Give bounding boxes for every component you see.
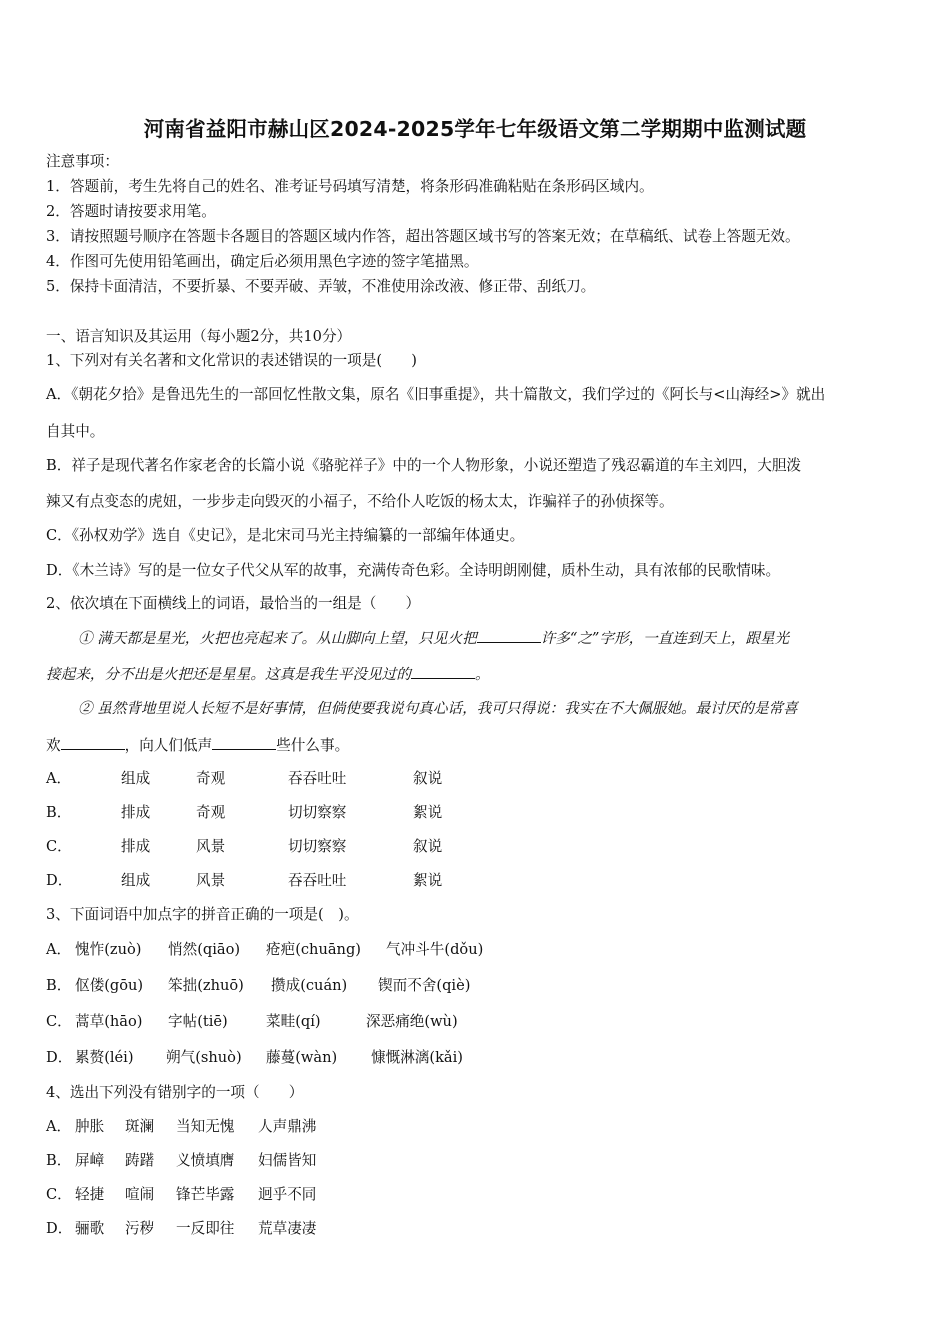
option-label: D．: [46, 872, 73, 889]
option-word: 累赘(léi): [75, 1049, 134, 1066]
option-word: 轻捷: [75, 1186, 105, 1203]
q2-passage-1-text: ① 满天都是星光，火把也亮起来了。从山脚向上望，只见火把: [78, 630, 477, 647]
option-word: 斑澜: [125, 1118, 155, 1135]
option-word: 慷慨淋漓(kǎi): [371, 1049, 463, 1066]
option-word: 悄然(qiāo): [168, 941, 241, 958]
option-word: 蒿草(hāo): [75, 1013, 143, 1030]
option-word: 疮疤(chuāng): [266, 941, 361, 958]
q1-option-a-cont: 自其中。: [46, 423, 105, 440]
q2-passage-1: [78, 628, 789, 649]
option-word: 当知无愧: [176, 1118, 235, 1135]
option-word: 排成: [121, 838, 151, 855]
option-label: A．: [46, 941, 72, 958]
question-1-stem: 1、下列对有关名著和文化常识的表述错误的一项是( ): [46, 352, 417, 369]
option-word: 笨拙(zhuō): [168, 977, 244, 994]
option-word: 字帖(tiē): [168, 1013, 228, 1030]
option-word: 一反即往: [176, 1220, 235, 1237]
q2-passage-2-text: 些什么事。: [276, 737, 350, 754]
option-label: B．: [46, 1152, 72, 1169]
option-word: 藤蔓(wàn): [266, 1049, 338, 1066]
q2-passage-1-cont: [46, 664, 489, 685]
q3-option-c: [46, 1012, 904, 1032]
question-2-stem: 2、依次填在下面横线上的词语，最恰当的一组是（ ）: [46, 595, 421, 612]
option-word: 屏嶂: [75, 1152, 105, 1169]
notice-item: 1．答题前，考生先将自己的姓名、准考证号码填写清楚，将条形码准确粘贴在条形码区域内。: [46, 178, 654, 195]
option-word: 荒草凄凄: [258, 1220, 317, 1237]
option-word: 吞吞吐吐: [288, 872, 347, 889]
fill-blank: [61, 735, 125, 750]
option-word: 污秽: [125, 1220, 155, 1237]
q4-option-a: [46, 1117, 904, 1137]
option-label: C．: [46, 838, 72, 855]
option-word: 喧闹: [125, 1186, 155, 1203]
q2-option-c: [46, 837, 904, 857]
q1-option-d: D．《木兰诗》写的是一位女子代父从军的故事，充满传奇色彩。全诗明朗刚健，质朴生动，具有浓郁的民歌情味。: [46, 562, 781, 579]
option-label: C．: [46, 1186, 72, 1203]
option-word: 骊歌: [75, 1220, 105, 1237]
notice-item: 2．答题时请按要求用笔。: [46, 203, 216, 220]
option-word: 踌躇: [125, 1152, 155, 1169]
option-label: A．: [46, 1118, 72, 1135]
option-word: 迥乎不同: [258, 1186, 317, 1203]
notice-item: 5．保持卡面清洁，不要折暴、不要弄破、弄皱，不准使用涂改液、修正带、刮纸刀。: [46, 278, 596, 295]
q4-option-c: [46, 1185, 904, 1205]
option-word: 絮说: [413, 872, 443, 889]
q1-option-b-cont: 辣又有点变态的虎妞，一步步走向毁灭的小福子，不给仆人吃饭的杨太太，诈骗祥子的孙侦探等。: [46, 493, 674, 510]
option-word: 愧怍(zuò): [75, 941, 142, 958]
option-label: A．: [46, 770, 72, 787]
q2-option-d: [46, 871, 904, 891]
q2-passage-2: ② 虽然背地里说人长短不是好事情，但倘使要我说句真心话，我可只得说：我实在不大佩服她。最讨厌的是常喜: [78, 700, 798, 717]
fill-blank: [477, 628, 541, 643]
option-word: 奇观: [196, 770, 226, 787]
option-word: 切切察察: [288, 838, 347, 855]
option-word: 深恶痛绝(wù): [366, 1013, 458, 1030]
option-label: D．: [46, 1049, 73, 1066]
option-word: 组成: [121, 770, 151, 787]
fill-blank: [212, 735, 276, 750]
option-word: 义愤填膺: [176, 1152, 235, 1169]
option-word: 朔气(shuò): [166, 1049, 242, 1066]
q2-passage-1-text: 接起来，分不出是火把还是星星。这真是我生平没见过的: [46, 666, 411, 683]
option-label: C．: [46, 1013, 72, 1030]
option-word: 切切察察: [288, 804, 347, 821]
option-word: 锲而不舍(qiè): [378, 977, 471, 994]
option-label: B．: [46, 977, 72, 994]
q1-option-b: B．祥子是现代著名作家老舍的长篇小说《骆驼祥子》中的一个人物形象，小说还塑造了残忍霸道的车主刘四，大胆泼: [46, 457, 802, 474]
option-word: 气冲斗牛(dǒu): [386, 941, 484, 958]
question-3-stem: 3、下面词语中加点字的拼音正确的一项是( )。: [46, 906, 359, 923]
option-word: 絮说: [413, 804, 443, 821]
option-word: 人声鼎沸: [258, 1118, 317, 1135]
question-4-stem: 4、选出下列没有错别字的一项（ ）: [46, 1084, 304, 1101]
option-word: 肿胀: [75, 1118, 105, 1135]
exam-title: 河南省益阳市赫山区2024-2025学年七年级语文第二学期期中监测试题: [143, 117, 807, 141]
option-word: 组成: [121, 872, 151, 889]
option-word: 风景: [196, 872, 226, 889]
notice-item: 3．请按照题号顺序在答题卡各题目的答题区域内作答，超出答题区域书写的答案无效；在草稿纸、试卷上答题无效。: [46, 228, 800, 245]
fill-blank: [411, 664, 475, 679]
notice-heading: 注意事项：: [46, 153, 119, 170]
option-label: B．: [46, 804, 72, 821]
q2-option-a: [46, 769, 904, 789]
option-word: 菜畦(qí): [266, 1013, 321, 1030]
option-word: 奇观: [196, 804, 226, 821]
q2-passage-1-text: 许多“之”字形，一直连到天上，跟星光: [540, 630, 790, 647]
option-word: 伛偻(gōu): [75, 977, 144, 994]
q2-passage-2-cont: [46, 735, 349, 756]
option-word: 吞吞吐吐: [288, 770, 347, 787]
q4-option-d: [46, 1219, 904, 1239]
q2-option-b: [46, 803, 904, 823]
option-label: D．: [46, 1220, 73, 1237]
q4-option-b: [46, 1151, 904, 1171]
option-word: 锋芒毕露: [176, 1186, 235, 1203]
section-heading: 一、语言知识及其运用（每小题2分，共10分）: [46, 328, 352, 345]
q1-option-c: C．《孙权劝学》选自《史记》，是北宋司马光主持编纂的一部编年体通史。: [46, 527, 525, 544]
q2-passage-2-text: ，向人们低声: [124, 737, 213, 754]
option-word: 排成: [121, 804, 151, 821]
option-word: 妇儒皆知: [258, 1152, 317, 1169]
q3-option-b: [46, 976, 904, 996]
q2-passage-2-text: 欢: [46, 737, 61, 754]
notice-item: 4．作图可先使用铅笔画出，确定后必须用黑色字迹的签字笔描黑。: [46, 253, 479, 270]
q3-option-a: [46, 940, 904, 960]
option-word: 攒成(cuán): [271, 977, 348, 994]
option-word: 风景: [196, 838, 226, 855]
q3-option-d: [46, 1048, 904, 1068]
option-word: 叙说: [413, 838, 443, 855]
q2-passage-1-text: 。: [474, 666, 490, 683]
option-word: 叙说: [413, 770, 443, 787]
q1-option-a: A．《朝花夕拾》是鲁迅先生的一部回忆性散文集，原名《旧事重提》，共十篇散文，我们学过的《阿长与<山海经>》就出: [46, 386, 826, 403]
